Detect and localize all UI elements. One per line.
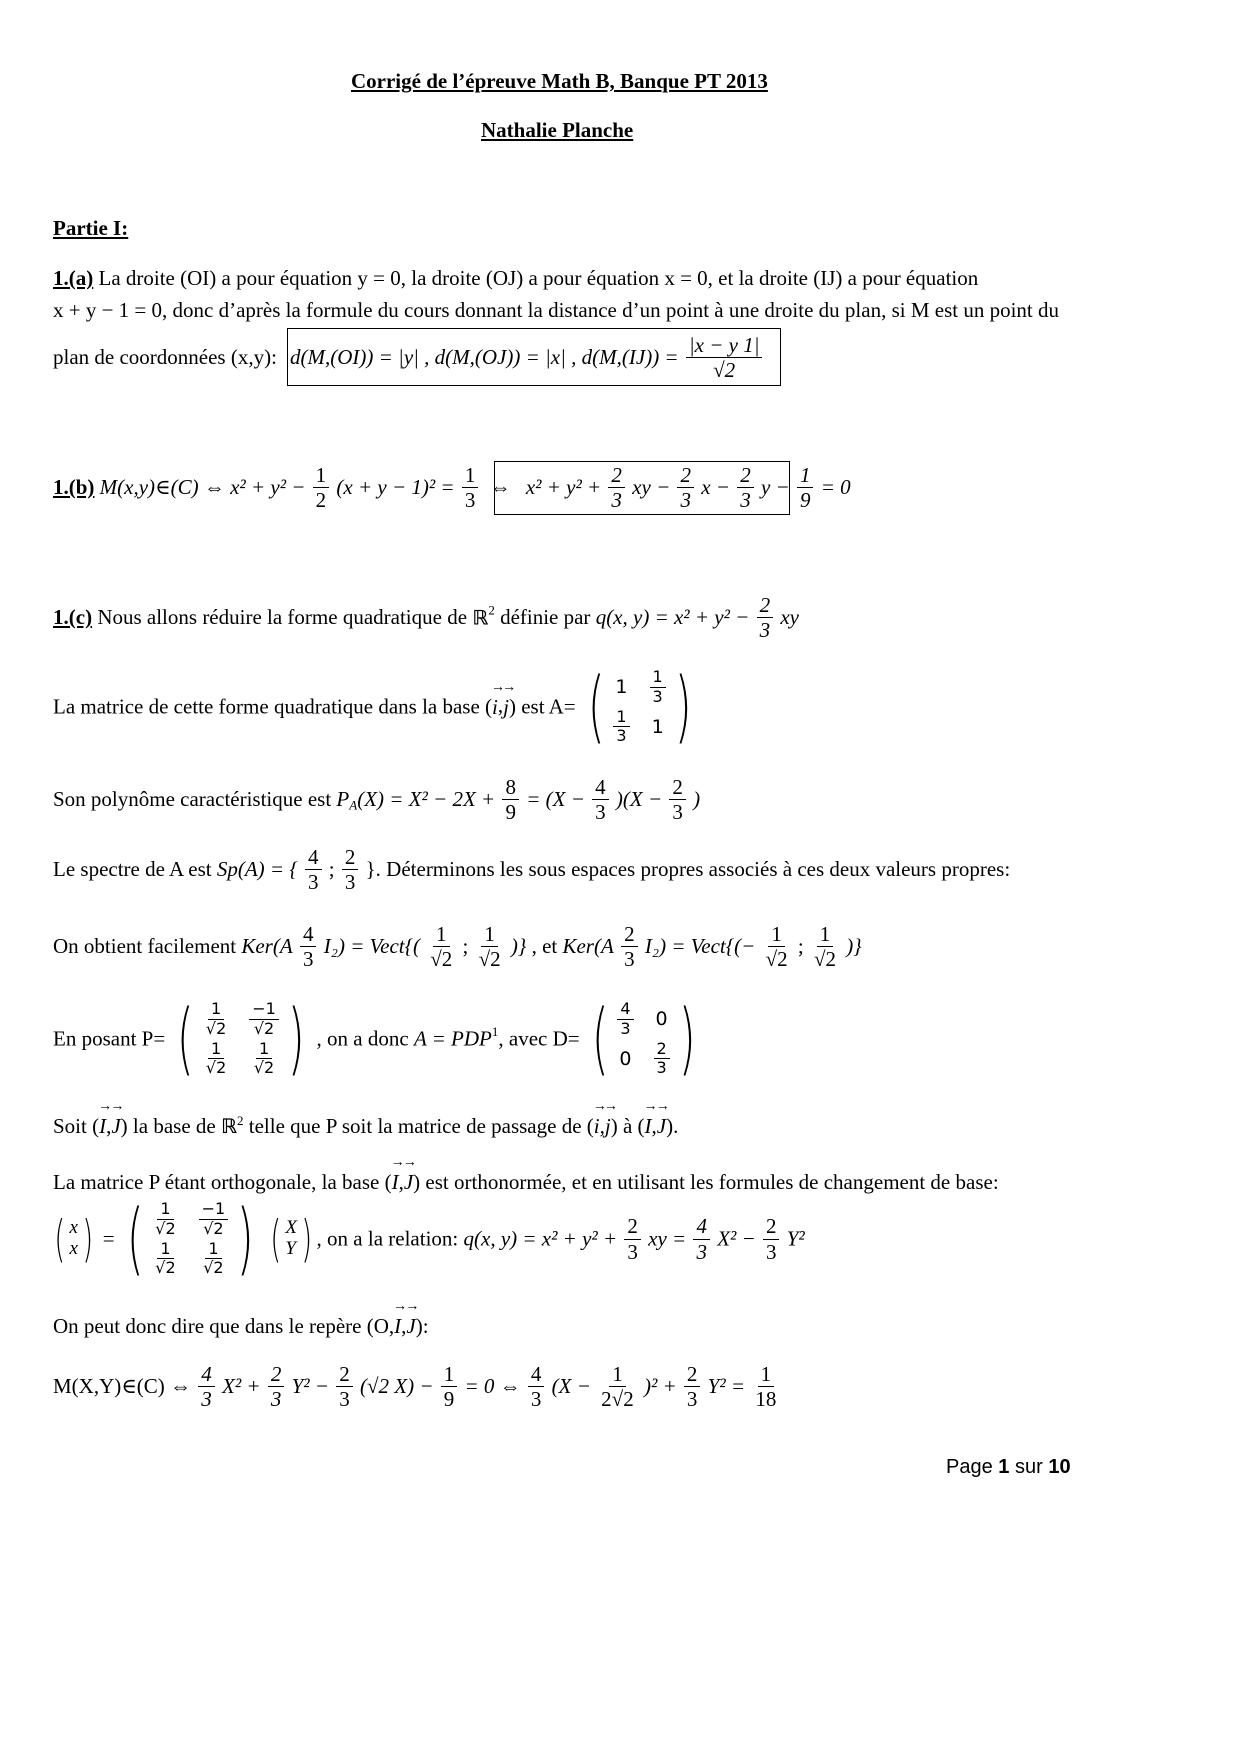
poly-fact3: ) — [693, 787, 701, 812]
matrix-A-text: La matrice de cette forme quadratique dans la base ( — [53, 694, 493, 719]
q1a-formula — [290, 333, 764, 382]
final-frac-g: $\frac{2}{3}$ — [684, 1362, 701, 1411]
final-a: X² + — [222, 1374, 261, 1399]
document-author: Nathalie Planche — [481, 118, 634, 142]
q1b-equiv: ⇔ — [489, 475, 511, 500]
soit-text4: ) à ( — [610, 1114, 645, 1138]
poly-fact2: )(X − — [615, 787, 663, 812]
D-12: 0 — [655, 1008, 668, 1031]
q1a-frac-den: √2 — [713, 358, 736, 383]
reals-exponent-2: 2 — [237, 1113, 244, 1128]
vector-I-2: → I — [645, 1114, 652, 1139]
P2-11: $\frac{1}{√2}$ — [155, 1199, 176, 1238]
final-f: )² + — [643, 1374, 677, 1399]
repere-text: On peut donc dire que dans le repère (O, — [53, 1314, 395, 1338]
q1b-bfrac1: $\frac{2}{3}$ — [608, 463, 625, 512]
relation-frac2: $\frac{4}{3}$ — [693, 1214, 710, 1263]
page-footer — [946, 1456, 1071, 1479]
poly-frac: $\frac{8}{9}$ — [502, 775, 519, 824]
A-21: $\frac{1}{3}$ — [613, 708, 629, 746]
spectrum-expr: Sp(A) = { — [216, 857, 298, 882]
ker-and: , et — [531, 934, 558, 959]
PDP-exp: 1 — [491, 1023, 499, 1039]
A-22: 1 — [651, 715, 664, 738]
q1b-label: 1.(b) — [53, 475, 95, 500]
vector-J-3: → J — [404, 1170, 413, 1195]
ker1-v1: $\frac{1}{√2}$ — [430, 922, 453, 972]
spectrum-frac2: $\frac{2}{3}$ — [342, 845, 359, 894]
ker1c: )} — [510, 934, 527, 959]
matrix-D: ( $\frac{4}{3}$ 0 0 $\frac{2}{3}$ ) — [591, 994, 696, 1084]
matrix-P-2: ( $\frac{1}{√2}$ $\frac{-1}{√2}$ $\frac{1}{√2}$ $\frac{1}{√2}$ ) — [126, 1194, 254, 1284]
q1a-line1 — [53, 266, 978, 291]
P2-22: $\frac{1}{√2}$ — [203, 1239, 224, 1278]
q1a-frac-num: |x − y 1| — [686, 333, 763, 358]
spectrum-text: Le spectre de A est — [53, 857, 212, 882]
soit-text1: Soit ( — [53, 1114, 100, 1138]
poly-fact-frac1: $\frac{4}{3}$ — [592, 775, 609, 824]
poly-P: P — [336, 787, 350, 812]
ker-text: On obtient facilement — [53, 934, 237, 959]
q1b-frac2: $\frac{1}{3}$ — [462, 463, 479, 512]
vector-j: → j — [503, 695, 509, 720]
repere-line: On peut donc dire que dans le repère (O,→ I,→ J): — [53, 1314, 429, 1339]
vector-I: → I — [99, 1114, 106, 1139]
ker1-v2: $\frac{1}{√2}$ — [478, 922, 501, 972]
final-e: (X − — [551, 1374, 591, 1399]
ker2: Ker(A — [562, 934, 614, 959]
vector-j-2: → j — [605, 1114, 611, 1139]
A-11: 1 — [615, 676, 628, 699]
ker1b: I₂) = Vect{( — [323, 934, 421, 959]
reals-exponent: 2 — [488, 602, 495, 618]
ortho-line: La matrice P étant orthogonale, la base (→ I,→ J) est orthonormée, et en utilisant les formules de changement de base: — [53, 1170, 999, 1195]
final-frac-f: $\frac{1}{2√2}$ — [601, 1362, 634, 1412]
vector-J: → J — [111, 1114, 120, 1139]
poly-fact-frac2: $\frac{2}{3}$ — [669, 775, 686, 824]
document-title: Corrigé de l’épreuve Math B, Banque PT 2013 — [351, 69, 768, 93]
relation-text: , on a la relation: — [316, 1226, 459, 1251]
q1a-line3: plan de coordonnées (x,y): — [53, 345, 277, 369]
q1b-line — [53, 463, 851, 512]
matrix-A: ( 1 $\frac{1}{3}$ $\frac{1}{3}$ 1 ) — [587, 662, 692, 752]
footer-total: 10 — [1048, 1456, 1071, 1478]
q1a-distance-fraction — [686, 333, 763, 382]
final-b: Y² − — [291, 1374, 329, 1399]
relation-frac3: $\frac{2}{3}$ — [763, 1214, 780, 1263]
q1c-intro — [53, 593, 799, 642]
poly-expr: (X) = X² − 2X + — [357, 787, 496, 812]
final-lhs: M(X,Y)∈(C) ⇔ — [53, 1374, 192, 1399]
P2-12: $\frac{-1}{√2}$ — [199, 1200, 229, 1238]
q1a-text1: La droite (OI) a pour équation y = 0, la droite (OJ) a pour équation x = 0, et la droite (IJ) a pour équation — [98, 266, 979, 290]
q1c-intro-text: Nous allons réduire la forme quadratique de — [97, 605, 468, 630]
final-frac-a: $\frac{4}{3}$ — [198, 1362, 215, 1411]
vector-I-4: → I — [394, 1314, 401, 1339]
section-title: Partie I: — [53, 216, 129, 240]
spectrum-sep: ; — [328, 857, 335, 882]
q1b-lhs: M(x,y)∈(C) ⇔ x² + y² − — [99, 475, 306, 500]
relation-expr4: Y² — [786, 1226, 805, 1251]
ortho-text: La matrice P étant orthogonale, la base ( — [53, 1170, 392, 1194]
reals-symbol: ℝ — [472, 605, 489, 630]
q1b-bfrac3: $\frac{2}{3}$ — [737, 463, 754, 512]
poly-fact: = (X − — [526, 787, 585, 812]
q1c-label: 1.(c) — [53, 605, 93, 630]
ker-line — [53, 922, 862, 971]
q1b-box-e: = 0 — [820, 475, 851, 500]
spectrum-line — [53, 845, 1010, 894]
ker1-sep: ; — [462, 934, 469, 959]
matrix-A-line: La matrice de cette forme quadratique dans la base (→ i,→ j) est A= ( 1 $\frac{1}{3}$ $\frac{1}{3}$ 1 ) — [53, 668, 698, 746]
repere-text2: ): — [415, 1314, 429, 1338]
relation-frac1: $\frac{2}{3}$ — [624, 1214, 641, 1263]
vector-J-4: → J — [406, 1314, 415, 1339]
final-frac-d: $\frac{1}{9}$ — [441, 1362, 458, 1411]
soit-line: Soit (→ I,→ J) la base de ℝ$^2$ telle que P soit la matrice de passage de (→ i,→ j) à (→ I,→ J). — [53, 1113, 678, 1139]
relation-expr2: xy = — [648, 1226, 687, 1251]
ker2-v1: $\frac{1}{√2}$ — [765, 922, 788, 972]
D-11: $\frac{4}{3}$ — [617, 1000, 633, 1038]
P-text3: , avec D= — [498, 1026, 580, 1051]
footer-prefix: Page — [946, 1456, 993, 1478]
q1b-bfrac2: $\frac{2}{3}$ — [677, 463, 694, 512]
q1b-bfrac4: $\frac{1}{9}$ — [797, 463, 814, 512]
q1a-line2: x + y − 1 = 0, donc d’après la formule du cours donnant la distance d’un point à une droite du plan, si M est un point du — [53, 298, 1060, 322]
final-c: (√2 X) − — [359, 1374, 434, 1399]
PD-line — [53, 994, 702, 1084]
vector-i: → i — [492, 695, 498, 720]
final-frac-b: $\frac{2}{3}$ — [268, 1362, 285, 1411]
vector-i-2: → i — [594, 1114, 600, 1139]
XY-2: Y — [285, 1238, 296, 1259]
A-12: $\frac{1}{3}$ — [650, 668, 666, 706]
vector-I-3: → I — [392, 1170, 399, 1195]
q1c-q-tail: xy — [780, 605, 799, 630]
q1c-q-frac: $\frac{2}{3}$ — [757, 593, 774, 642]
final-d: = 0 ⇔ — [464, 1374, 521, 1399]
q1b-frac1: $\frac{1}{2}$ — [313, 463, 330, 512]
P-text: En posant P= — [53, 1026, 166, 1051]
reals-symbol-2: ℝ — [220, 1114, 237, 1138]
q1b-box-c: x − — [701, 475, 730, 500]
D-21: 0 — [619, 1047, 632, 1070]
final-frac-c: $\frac{2}{3}$ — [336, 1362, 353, 1411]
ker2-sep: ; — [797, 934, 804, 959]
final-equation — [53, 1362, 781, 1411]
vector-XY: ( X Y ) — [270, 1210, 313, 1268]
D-22: $\frac{2}{3}$ — [654, 1040, 670, 1078]
P-21: $\frac{1}{√2}$ — [205, 1039, 227, 1078]
soit-text3: telle que P soit la matrice de passage de ( — [248, 1114, 594, 1138]
final-frac-e: $\frac{4}{3}$ — [528, 1362, 545, 1411]
PDP-expr: A = PDP — [413, 1026, 492, 1051]
matrix-P: ( $\frac{1}{√2}$ $\frac{-1}{√2}$ $\frac{1}{√2}$ $\frac{1}{√2}$ ) — [177, 994, 305, 1084]
footer-middle: sur — [1014, 1456, 1043, 1478]
ker1: Ker(A — [241, 934, 293, 959]
q1c-q-expr: q(x, y) = x² + y² − — [595, 605, 750, 630]
poly-text: Son polynôme caractéristique est — [53, 787, 332, 812]
q1b-box-b: xy − — [632, 475, 671, 500]
soit-text5: ). — [666, 1114, 679, 1138]
ker2-v2: $\frac{1}{√2}$ — [813, 922, 836, 972]
P-22: $\frac{1}{√2}$ — [253, 1039, 275, 1078]
P-12: $\frac{-1}{√2}$ — [249, 1000, 279, 1038]
ker2c: )} — [846, 934, 862, 959]
spectrum-frac1: $\frac{4}{3}$ — [305, 845, 322, 894]
relation-expr3: X² − — [717, 1226, 756, 1251]
final-frac-h: $\frac{1}{18}$ — [755, 1362, 777, 1412]
relation-line: ( x x ) = ( $\frac{1}{√2}$ $\frac{-1}{√2}$ $\frac{1}{√2}$ $\frac{1}{√2}$ ) ( X Y ) , on a la relation: q(x, y) = x² + y² + $\frac{2}{3}$ xy = $\frac{4}{3}$ X² − $\frac{2}{3}$ Y² — [50, 1200, 805, 1278]
q1c-intro-text2: définie par — [500, 605, 591, 630]
ker2b: I₂) = Vect{(− — [644, 934, 756, 959]
xy-1: x — [69, 1217, 78, 1239]
P-11: $\frac{1}{√2}$ — [205, 999, 227, 1038]
poly-sub: A — [349, 797, 358, 813]
P2-21: $\frac{1}{√2}$ — [155, 1239, 176, 1278]
ortho-text2: ) est orthonormée, et en utilisant les formules de changement de base: — [413, 1170, 999, 1194]
XY-1: X — [285, 1217, 298, 1239]
ker1-frac: $\frac{4}{3}$ — [300, 922, 317, 971]
final-g: Y² = — [707, 1374, 746, 1399]
q1a-formula-main: d(M,(OI)) = |y| , d(M,(OJ)) = |x| , d(M,(IJ)) = — [290, 345, 679, 370]
poly-line — [53, 775, 700, 824]
q1b-mid: (x + y − 1)² = — [336, 475, 455, 500]
q1a-label: 1.(a) — [53, 266, 94, 290]
soit-text2: ) la base de — [120, 1114, 216, 1138]
q1b-box-a: x² + y² + — [525, 475, 602, 500]
spectrum-tail: }. Déterminons les sous espaces propres associés à ces deux valeurs propres: — [365, 857, 1011, 882]
q1b-box-d: y − — [760, 475, 790, 500]
vector-xy: ( x x ) — [54, 1210, 94, 1268]
xy-2: x — [69, 1238, 78, 1259]
vector-J-2: → J — [657, 1114, 666, 1139]
P-text2: , on a donc — [316, 1026, 409, 1051]
relation-expr: q(x, y) = x² + y² + — [463, 1226, 618, 1251]
matrix-A-text2: ) est A= — [508, 694, 576, 719]
ker2-frac: $\frac{2}{3}$ — [621, 922, 638, 971]
footer-page: 1 — [998, 1456, 1010, 1478]
